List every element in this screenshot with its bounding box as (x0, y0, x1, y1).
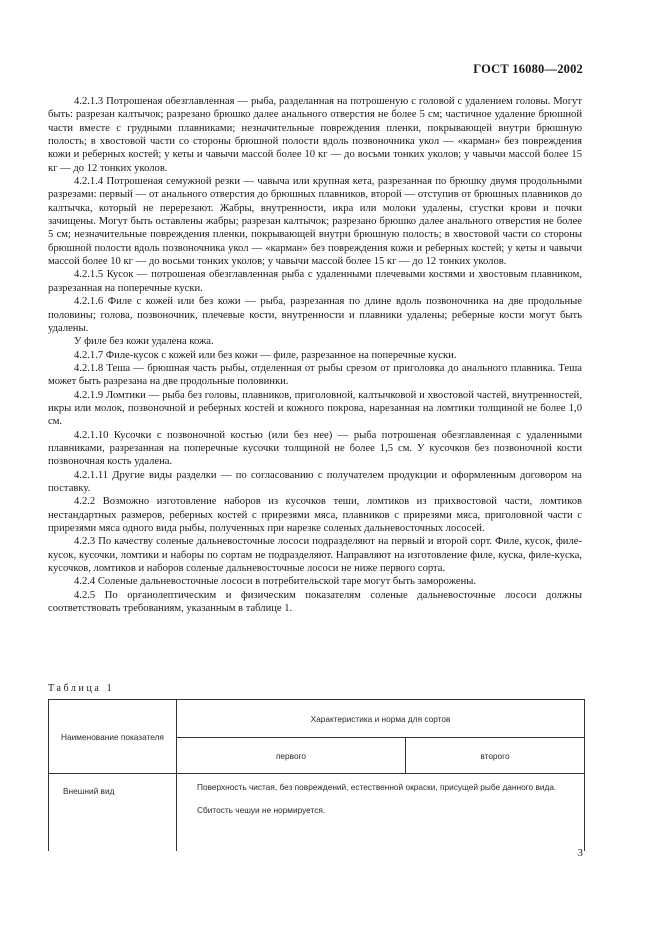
paragraph-4-2-1-3: 4.2.1.3 Потрошеная обезглавленная — рыба, разделанная на потрошеную с головой с удалением головы. Могут быть: разрезан калтычок; разрезано брюшко далее анального отверстия не более 5 см; частичное удаление брюшной части вместе с грудными плавниками; незначительные повреждения пленки, покрывающей внутри брюшную полость; в хвостовой части со стороны брюшной полости вдоль позвоночника укол — «карман» без повреждения кожи и реберных костей; у кеты и чавычи массой более 10 кг — до восьми тонких уколов; у чавычи массой более 15 кг — до 12 тонких уколов. (48, 96, 582, 174)
paragraph-4-2-2: 4.2.2 Возможно изготовление наборов из кусочков теши, ломтиков из прихвостовой части, ломтиков нестандартных размеров, реберных костей с прирезями мяса, плавников с прирезями мяса, приголовной части с прирезями мяса одного вида рыбы, полученных при нарезке соленых дальневосточных лососей. (48, 496, 582, 534)
table-cell-description (177, 774, 585, 852)
quality-table (48, 699, 585, 851)
description-line: Поверхность чистая, без повреждений, естественной окраски, присущей рыбе данного вида. (197, 782, 557, 792)
table-row (49, 774, 585, 852)
table-header-group: Характеристика и норма для сортов (177, 700, 585, 738)
paragraph-4-2-5: 4.2.5 По органолептическим и физическим показателям соленые дальневосточные лососи должны соответствовать требованиям, указанным в таблице 1. (48, 589, 582, 615)
table-header-first-grade: первого (177, 738, 406, 774)
paragraph-4-2-1-9: 4.2.1.9 Ломтики — рыба без головы, плавников, приголовной, калтычковой и хвостовой частей, внутренностей, икры или молок, позвоночной и реберных костей и кожного покрова, нарезанная на ломтики толщиной не более 1,0 см. (48, 389, 582, 428)
paragraph-4-2-3: 4.2.3 По качеству соленые дальневосточные лососи подразделяют на первый и второй сорт. Филе, кусок, филе-кусок, кусочки, ломтики и наборы по сортам не подразделяют. Направляют на изготовление филе, куска, филе-куска, кусочков, ломтиков и наборов соленые дальневосточные лососи не ниже первого сорта. (48, 536, 582, 575)
paragraph-4-2-1-6: 4.2.1.6 Филе с кожей или без кожи — рыба, разрезанная по длине вдоль позвоночника на две продольные половины; голова, позвоночник, плечевые кости, внутренности и плавники удалены; реберные кости могут быть удалены. (48, 296, 582, 334)
paragraph-4-2-1-8: 4.2.1.8 Теша — брюшная часть рыбы, отделенная от рыбы срезом от приголовка до анального плавника. Теша может быть разрезана на две продольные половинки. (48, 362, 582, 388)
table-header-indicator: Наименование показателя (49, 700, 177, 774)
table-header-second-grade: второго (406, 738, 585, 774)
paragraph-fillet-note: У филе без кожи удалена кожа. (74, 336, 214, 348)
document-header: ГОСТ 16080—2002 (473, 62, 583, 76)
paragraph-4-2-1-10: 4.2.1.10 Кусочки с позвоночной костью (или без нее) — рыба потрошеная обезглавленная с удаленными плавниками, разрезанная на поперечные кусочки толщиной не более 1,5 см. У кусочков без позвоночной кости позвоночная кость удалена. (48, 429, 582, 468)
paragraph-4-2-1-5: 4.2.1.5 Кусок — потрошеная обезглавленная рыба с удаленными плечевыми костями и хвостовым плавником, разрезанная на поперечные куски. (48, 269, 582, 294)
table-cell-indicator: Внешний вид (49, 774, 177, 852)
description-line: Сбитость чешуи не нормируется. (197, 805, 326, 815)
paragraph-4-2-1-7: 4.2.1.7 Филе-кусок с кожей или без кожи — филе, разрезанное на поперечные куски. (74, 349, 457, 361)
paragraph-4-2-4: 4.2.4 Соленые дальневосточные лососи в потребительской таре могут быть заморожены. (74, 576, 477, 588)
body-text (48, 95, 582, 615)
page-number: 3 (577, 847, 583, 859)
table-caption: Таблица 1 (48, 683, 115, 694)
paragraph-4-2-1-4: 4.2.1.4 Потрошеная семужной резки — чавыча или крупная кета, разрезанная по брюшку двумя продольными разрезами: первый — от анального отверстия до брюшных плавников, второй — отступив от брюшных плавников до калтычка, который не перерезают. Жабры, внутренности, икра или молоки удалены, сгустки крови и почки зачищены. Могут быть оставлены жабры; разрезан калтычок; разрезано брюшко далее анального отверстия не более 5 см; незначительные повреждения пленки, покрывающей внутри брюшную полость; в хвостовой части со стороны брюшной полости вдоль позвоночника укол — «карман» без повреждения кожи и реберных костей; у кеты и чавычи массой более 10 кг — до восьми тонких уколов; у чавычи массой более 15 кг — до 12 тонких уколов. (48, 176, 582, 268)
paragraph-4-2-1-11: 4.2.1.11 Другие виды разделки — по согласованию с получателем продукции и оформленным договором на поставку. (48, 469, 582, 494)
